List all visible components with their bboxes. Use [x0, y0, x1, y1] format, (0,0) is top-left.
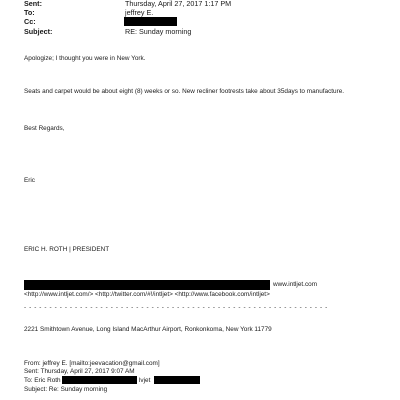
sent-value: Thursday, April 27, 2017 1:17 PM	[125, 0, 232, 8]
signature-address: 2221 Smithtown Avenue, Long Island MacArthur Airport, Ronkonkoma, New York 11779	[24, 326, 272, 333]
signature-title: ERIC H. ROTH | PRESIDENT	[24, 246, 110, 253]
quoted-sent: Sent: Thursday, April 27, 2017 9:07 AM	[24, 368, 135, 375]
to-value: jeffrey E.	[125, 8, 154, 17]
cc-redaction	[124, 17, 177, 26]
quoted-to-redaction-2	[154, 376, 200, 384]
signature-social-links[interactable]: <http://www.intljet.com/> <http://twitter.com/#!/intljet> <http://www.facebook.com/intljet>	[24, 291, 270, 298]
signature-site-link[interactable]: www.intljet.com	[273, 281, 318, 288]
to-label: To:	[24, 8, 35, 17]
quoted-from: From: jeffrey E. [mailto:jeevacation@gmail.com]	[24, 360, 160, 367]
quoted-to-mid: lvjet	[139, 377, 151, 384]
cc-label: Cc:	[24, 17, 36, 26]
quoted-to-prefix: To: Eric Roth	[24, 377, 61, 384]
signature-redaction	[24, 280, 270, 290]
sent-label: Sent:	[24, 0, 42, 8]
body-line-apology: Apologize; I thought you were in New York.	[24, 55, 146, 62]
signature-divider: - - - - - - - - - - - - - - - - - - - - - - - - - - - - - - - - - - - - - - - - - - - - - - - - - - - - - - - - - - - -	[24, 304, 328, 311]
sender-name: Eric	[24, 177, 36, 184]
subject-value: RE: Sunday morning	[125, 27, 192, 36]
quoted-subject: Subject: Re: Sunday morning	[24, 386, 108, 393]
quoted-to-redaction-1	[62, 376, 137, 384]
subject-label: Subject:	[24, 27, 53, 36]
body-line-manufacture: Seats and carpet would be about eight (8) weeks or so. New recliner footrests take about 35days to manufacture.	[24, 88, 345, 95]
closing-text: Best Regards,	[24, 125, 65, 132]
